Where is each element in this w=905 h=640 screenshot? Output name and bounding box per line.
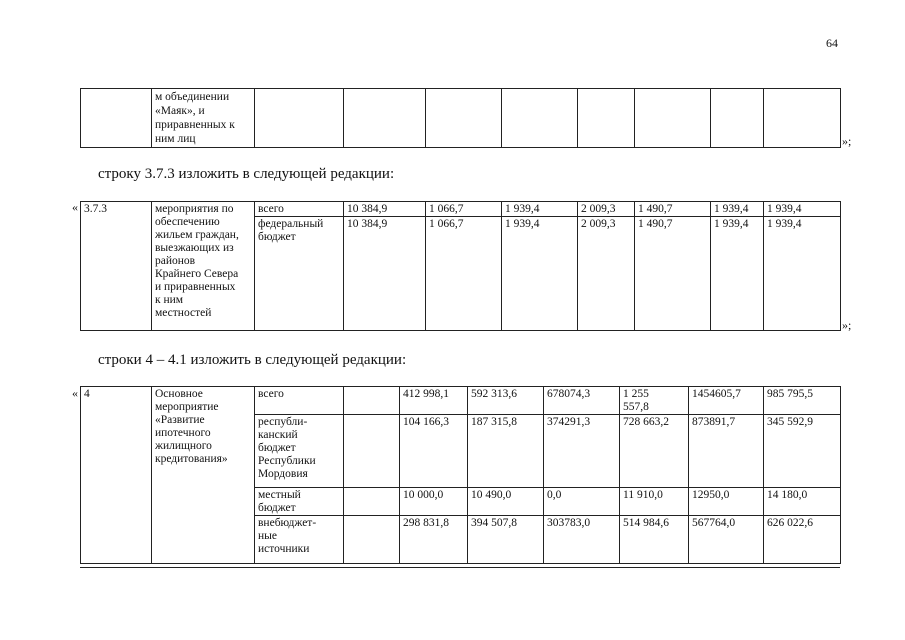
value-cell: 1454605,7 (689, 387, 764, 415)
value-cell: 626 022,6 (764, 516, 841, 564)
value-cell: 1 939,4 (711, 217, 764, 331)
table-cell (764, 89, 841, 148)
value-cell: 2 009,3 (578, 202, 635, 217)
value-cell: 374291,3 (544, 415, 620, 488)
table-cell (255, 89, 344, 148)
measure-name: Основное мероприятие «Развитие ипотечного жилищного кредитования» (152, 387, 255, 564)
value-cell: 1 939,4 (764, 202, 841, 217)
value-cell: 345 592,9 (764, 415, 841, 488)
page-number: 64 (826, 36, 838, 50)
value-cell: 873891,7 (689, 415, 764, 488)
row-number: 3.7.3 (81, 202, 152, 331)
measure-name: мероприятия по обеспечению жильем граждан, выезжающих из районов Крайнего Севера и приравненных к ним местностей (152, 202, 255, 331)
value-cell: 1 066,7 (426, 217, 502, 331)
value-cell: 1 939,4 (502, 202, 578, 217)
value-cell: 14 180,0 (764, 488, 841, 516)
value-cell: 2 009,3 (578, 217, 635, 331)
row-4-table (80, 386, 841, 564)
value-cell: 10 000,0 (400, 488, 468, 516)
table-cell (578, 89, 635, 148)
row-number: 4 (81, 387, 152, 564)
table-bottom-rule (80, 567, 840, 568)
value-cell: 10 384,9 (344, 202, 426, 217)
table-cell (81, 89, 152, 148)
table-cell (502, 89, 578, 148)
table-row (81, 89, 841, 148)
close-quote: »; (842, 134, 852, 148)
value-cell: 298 831,8 (400, 516, 468, 564)
value-cell: 985 795,5 (764, 387, 841, 415)
value-cell: 10 490,0 (468, 488, 544, 516)
value-cell: 10 384,9 (344, 217, 426, 331)
table-cell (711, 89, 764, 148)
value-cell: 1 490,7 (635, 217, 711, 331)
value-cell: 1 066,7 (426, 202, 502, 217)
funding-source: местный бюджет (255, 488, 344, 516)
table-cell (426, 89, 502, 148)
value-cell: 1 490,7 (635, 202, 711, 217)
table-cell (635, 89, 711, 148)
value-cell: 412 998,1 (400, 387, 468, 415)
value-cell (344, 516, 400, 564)
value-cell: 592 313,6 (468, 387, 544, 415)
table-row (81, 202, 841, 217)
funding-source: республи- канский бюджет Республики Мордовия (255, 415, 344, 488)
continuation-table (80, 88, 841, 148)
open-quote: « (72, 386, 78, 400)
value-cell: 11 910,0 (620, 488, 689, 516)
value-cell: 104 166,3 (400, 415, 468, 488)
table-cell (344, 89, 426, 148)
value-cell: 514 984,6 (620, 516, 689, 564)
close-quote: »; (842, 318, 852, 332)
value-cell: 678074,3 (544, 387, 620, 415)
table-cell: м объединении «Маяк», и приравненных к ним лиц (152, 89, 255, 148)
value-cell: 0,0 (544, 488, 620, 516)
value-cell: 1 939,4 (502, 217, 578, 331)
paragraph: строку 3.7.3 изложить в следующей редакции: (98, 166, 395, 182)
open-quote: « (72, 200, 78, 214)
value-cell: 12950,0 (689, 488, 764, 516)
value-cell (344, 488, 400, 516)
funding-source: федеральный бюджет (255, 217, 344, 331)
value-cell: 1 939,4 (711, 202, 764, 217)
funding-source: всего (255, 202, 344, 217)
funding-source: всего (255, 387, 344, 415)
value-cell: 394 507,8 (468, 516, 544, 564)
paragraph: строки 4 – 4.1 изложить в следующей редакции: (98, 352, 407, 368)
funding-source: внебюджет- ные источники (255, 516, 344, 564)
value-cell: 728 663,2 (620, 415, 689, 488)
value-cell (344, 415, 400, 488)
table-row (81, 387, 841, 415)
value-cell: 187 315,8 (468, 415, 544, 488)
value-cell (344, 387, 400, 415)
value-cell: 303783,0 (544, 516, 620, 564)
value-cell: 1 939,4 (764, 217, 841, 331)
row-373-table (80, 201, 841, 331)
value-cell: 567764,0 (689, 516, 764, 564)
value-cell: 1 255 557,8 (620, 387, 689, 415)
